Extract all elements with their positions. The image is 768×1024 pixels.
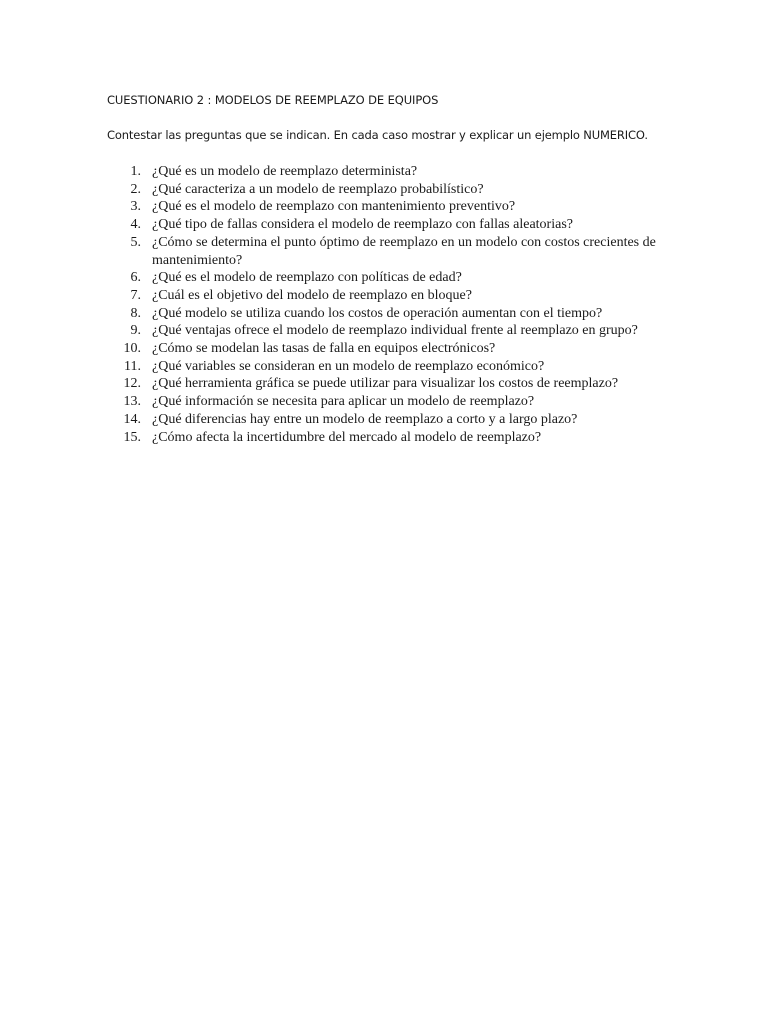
- question-item: [107, 287, 667, 305]
- question-text: ¿Cómo se determina el punto óptimo de reemplazo en un modelo con costos crecientes de mantenimiento?: [152, 234, 656, 268]
- question-text: ¿Qué variables se consideran en un modelo de reemplazo económico?: [152, 358, 545, 374]
- question-item: [107, 234, 667, 269]
- question-number: 11.: [124, 358, 141, 374]
- question-number: 2.: [130, 181, 141, 197]
- question-item: [107, 198, 667, 216]
- document-instructions: Contestar las preguntas que se indican. En cada caso mostrar y explicar un ejemplo NUMERICO.: [107, 128, 648, 142]
- question-text: ¿Qué modelo se utiliza cuando los costos de operación aumentan con el tiempo?: [152, 305, 603, 321]
- question-item: [107, 411, 667, 429]
- document-title: CUESTIONARIO 2 : MODELOS DE REEMPLAZO DE EQUIPOS: [107, 93, 439, 107]
- question-item: [107, 216, 667, 234]
- question-number: 4.: [130, 217, 141, 233]
- question-number: 12.: [123, 376, 141, 392]
- question-item: [107, 305, 667, 323]
- question-item: [107, 393, 667, 411]
- question-text: ¿Qué tipo de fallas considera el modelo de reemplazo con fallas aleatorias?: [152, 217, 573, 233]
- question-item: [107, 375, 667, 393]
- question-text: ¿Cómo se modelan las tasas de falla en equipos electrónicos?: [152, 341, 496, 357]
- question-text: ¿Qué ventajas ofrece el modelo de reemplazo individual frente al reemplazo en grupo?: [152, 323, 638, 339]
- question-text: ¿Qué herramienta gráfica se puede utilizar para visualizar los costos de reemplazo?: [152, 376, 619, 392]
- question-text: ¿Qué es el modelo de reemplazo con mantenimiento preventivo?: [152, 199, 516, 215]
- question-number: 3.: [130, 199, 141, 215]
- question-text: ¿Qué caracteriza a un modelo de reemplazo probabilístico?: [152, 181, 484, 197]
- question-text: ¿Qué es un modelo de reemplazo determinista?: [152, 164, 418, 179]
- question-item: [107, 181, 667, 199]
- question-list: [107, 163, 667, 446]
- question-text: ¿Qué es el modelo de reemplazo con políticas de edad?: [152, 270, 462, 286]
- question-number: 1.: [130, 164, 141, 179]
- question-item: [107, 322, 667, 340]
- question-number: 7.: [130, 287, 141, 303]
- question-number: 13.: [123, 394, 141, 410]
- question-item: [107, 358, 667, 376]
- question-text: ¿Qué información se necesita para aplicar un modelo de reemplazo?: [152, 394, 535, 410]
- question-item: [107, 163, 667, 181]
- question-number: 5.: [130, 234, 141, 250]
- question-text: ¿Cuál es el objetivo del modelo de reemplazo en bloque?: [152, 287, 472, 303]
- question-number: 8.: [130, 305, 141, 321]
- question-number: 9.: [130, 323, 141, 339]
- question-number: 10.: [123, 341, 141, 357]
- question-text: ¿Cómo afecta la incertidumbre del mercado al modelo de reemplazo?: [152, 429, 542, 445]
- question-number: 6.: [130, 270, 141, 286]
- question-item: [107, 340, 667, 358]
- question-number: 14.: [123, 411, 141, 427]
- question-text: ¿Qué diferencias hay entre un modelo de reemplazo a corto y a largo plazo?: [152, 411, 578, 427]
- question-item: [107, 429, 667, 447]
- question-number: 15.: [123, 429, 141, 445]
- question-item: [107, 269, 667, 287]
